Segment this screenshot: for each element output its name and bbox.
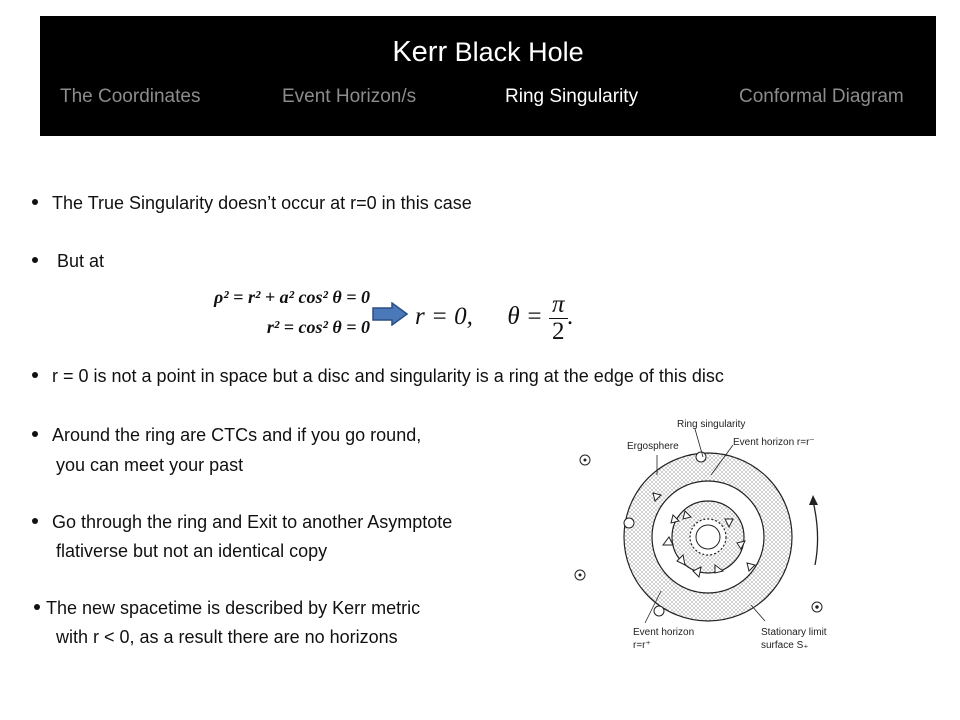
label-ergosphere: Ergosphere xyxy=(627,441,679,452)
tab-event-horizons[interactable]: Event Horizon/s xyxy=(282,86,417,107)
bullet-ctcs xyxy=(32,425,421,446)
result-r: r = 0, xyxy=(415,303,473,331)
tab-ring-singularity[interactable]: Ring Singularity xyxy=(505,86,639,107)
bullet-text: But at xyxy=(52,251,105,271)
bullet-dot xyxy=(34,604,40,610)
label-event-horizon-inner: Event horizon r=r⁻ xyxy=(733,437,815,448)
fraction-pi-over-2 xyxy=(549,292,568,345)
equation-r-cos: r² = cos² θ = 0 xyxy=(266,317,370,337)
bullet-through-ring xyxy=(32,512,452,533)
nav-tabs xyxy=(40,86,936,116)
label-event-horizon-outer-1: Event horizon xyxy=(633,627,695,638)
bullet-dot xyxy=(32,518,38,524)
label-stationary-limit-1: Stationary limit xyxy=(761,627,827,638)
result-period: . xyxy=(567,303,574,331)
label-ring-singularity: Ring singularity xyxy=(677,419,746,430)
result-theta: θ = xyxy=(507,303,543,331)
bullet-new-spacetime xyxy=(34,598,420,619)
kerr-diagram-svg xyxy=(565,415,855,670)
bullet-text: The new spacetime is described by Kerr metric xyxy=(46,598,421,618)
label-event-horizon-outer-2: r=r⁺ xyxy=(633,640,651,651)
bullet-dot xyxy=(32,372,38,378)
equation-result xyxy=(415,292,574,345)
title-kerr: Kerr xyxy=(392,36,448,68)
label-stationary-limit-2: surface S₊ xyxy=(761,640,809,651)
tab-the-coordinates[interactable]: The Coordinates xyxy=(60,86,201,107)
bullet-dot xyxy=(32,257,38,263)
bullet-text: Around the ring are CTCs and if you go round, xyxy=(52,425,422,445)
bullet-ctcs-continuation: you can meet your past xyxy=(56,455,244,475)
bullet-disc xyxy=(32,366,724,387)
fraction-denominator: 2 xyxy=(552,318,565,345)
title-rest: Black Hole xyxy=(447,37,584,67)
bullet-true-singularity xyxy=(32,193,472,214)
bullet-dot xyxy=(32,431,38,437)
equation-rho: ρ² = r² + a² cos² θ = 0 xyxy=(214,287,370,307)
rotation-arrow xyxy=(813,501,818,565)
bullet-text: r = 0 is not a point in space but a disc and singularity is a ring at the edge of this disc xyxy=(52,366,724,386)
leader-stationary xyxy=(751,605,765,621)
slide-title xyxy=(40,36,936,69)
bullet-but-at xyxy=(32,251,104,272)
bullet-text: The True Singularity doesn’t occur at r=0 in this case xyxy=(52,193,472,213)
bullet-text: Go through the ring and Exit to another Asymptote xyxy=(52,512,453,532)
equation-block-left xyxy=(170,282,370,342)
bullet-new-spacetime-continuation: with r < 0, as a result there are no horizons xyxy=(56,627,398,647)
right-arrow-icon xyxy=(372,302,408,326)
ring-singularity-core xyxy=(696,525,720,549)
fraction-numerator: π xyxy=(549,292,568,319)
bullet-through-ring-continuation: flativerse but not an identical copy xyxy=(56,541,328,561)
rotation-arrow-head xyxy=(809,495,818,505)
header-bar xyxy=(40,16,936,136)
tab-conformal-diagram[interactable]: Conformal Diagram xyxy=(739,86,904,107)
bullet-dot xyxy=(32,199,38,205)
kerr-diagram xyxy=(565,415,855,670)
